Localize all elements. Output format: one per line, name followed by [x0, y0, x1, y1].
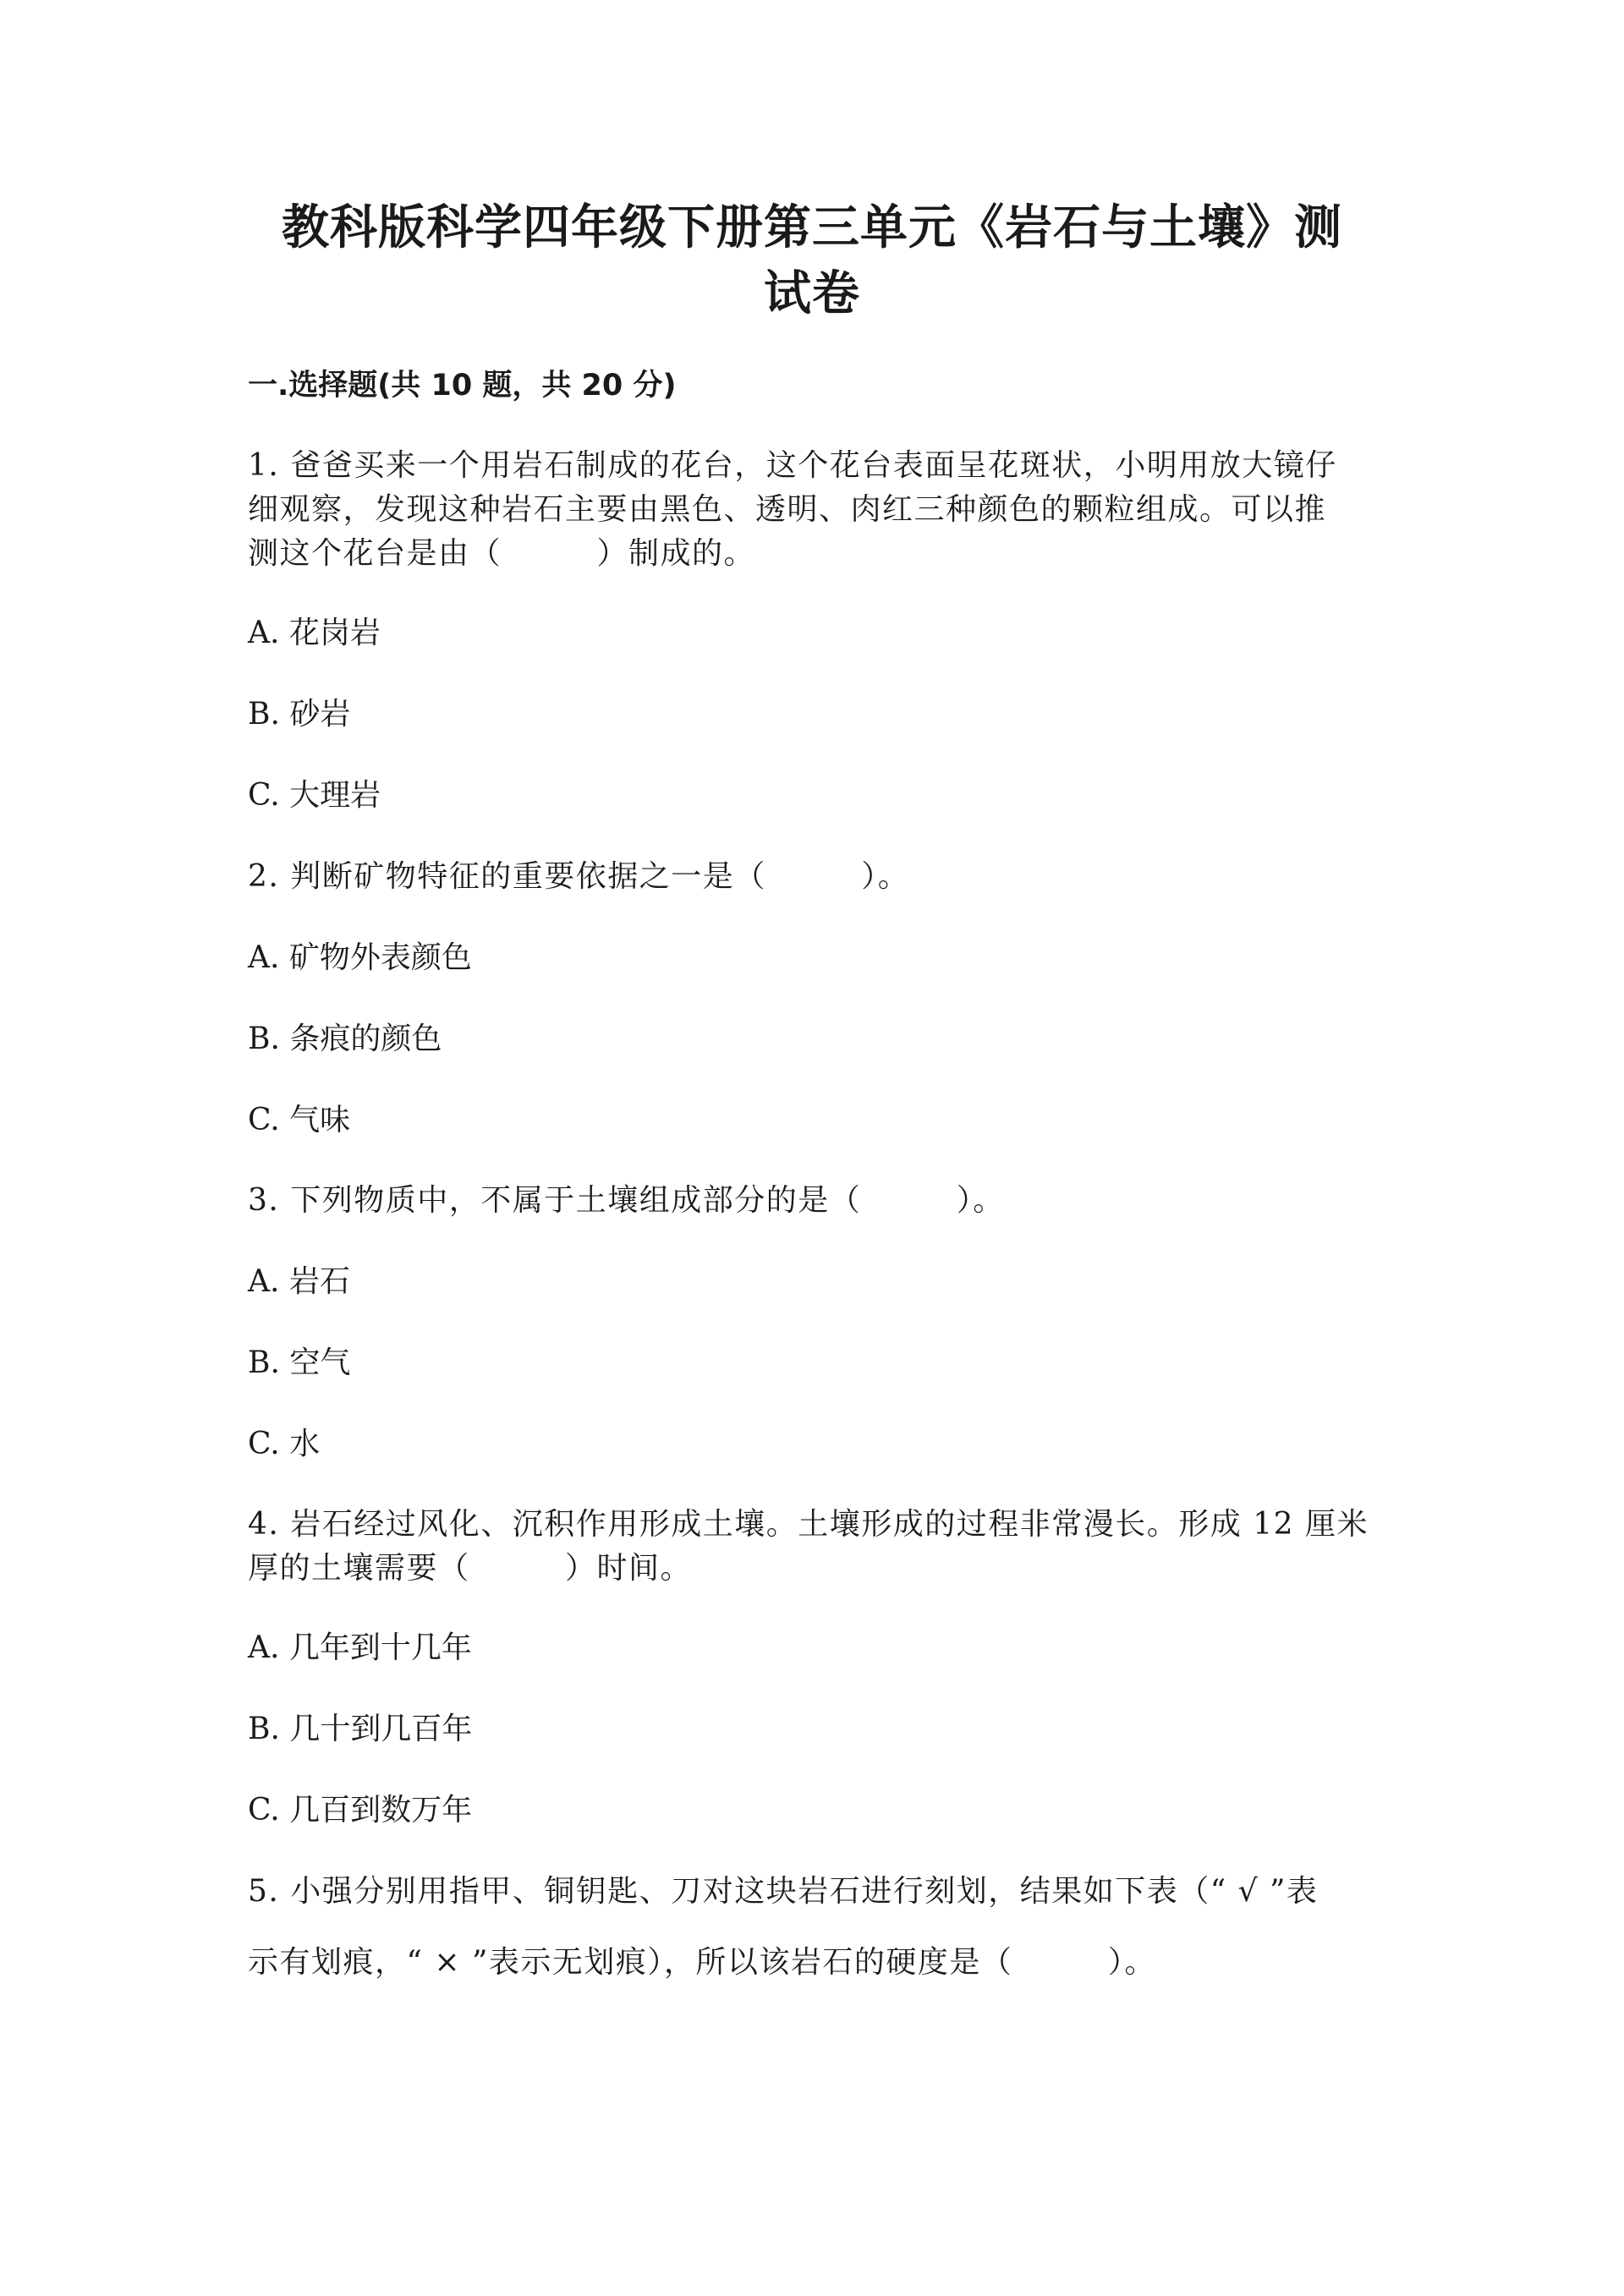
question-4-option-b: B. 几十到几百年 [248, 1712, 473, 1746]
question-4-stem-line-1: 4. 岩石经过风化、沉积作用形成土壤。土壤形成的过程非常漫长。形成 12 厘米 [248, 1507, 1369, 1542]
question-5-stem-line-2: 示有划痕，“ × ”表示无划痕），所以该岩石的硬度是（ ）。 [248, 1945, 1156, 1980]
question-3-option-c: C. 水 [248, 1427, 321, 1461]
question-1-stem-line-1: 1. 爸爸买来一个用岩石制成的花台，这个花台表面呈花斑状，小明用放大镜仔 [248, 448, 1337, 483]
question-4-option-a: A. 几年到十几年 [248, 1630, 472, 1665]
question-1-option-b: B. 砂岩 [248, 697, 351, 732]
question-1-stem-line-3: 测这个花台是由（ ）制成的。 [248, 536, 756, 571]
question-1-option-c: C. 大理岩 [248, 778, 381, 813]
question-5-stem-line-1: 5. 小强分别用指甲、铜钥匙、刀对这块岩石进行刻划，结果如下表（“ √ ”表 [248, 1874, 1319, 1909]
question-3-option-b: B. 空气 [248, 1345, 351, 1380]
question-2-option-c: C. 气味 [248, 1103, 351, 1137]
question-1-stem-line-2: 细观察，发现这种岩石主要由黑色、透明、肉红三种颜色的颗粒组成。可以推 [248, 492, 1327, 527]
question-4-option-c: C. 几百到数万年 [248, 1793, 473, 1827]
question-1-option-a: A. 花岗岩 [248, 616, 381, 650]
question-2-stem-line-1: 2. 判断矿物特征的重要依据之一是（ ）。 [248, 859, 910, 894]
page-title-line-2: 试卷 [764, 266, 860, 321]
page-title-line-1: 教科版科学四年级下册第三单元《岩石与土壤》测 [282, 200, 1342, 255]
question-4-stem-line-2: 厚的土壤需要（ ）时间。 [248, 1551, 693, 1586]
question-2-option-a: A. 矿物外表颜色 [248, 940, 472, 975]
question-2-option-b: B. 条痕的颜色 [248, 1022, 442, 1056]
question-3-option-a: A. 岩石 [248, 1264, 350, 1299]
section-heading: 一.选择题(共 10 题，共 20 分) [248, 369, 677, 403]
question-3-stem-line-1: 3. 下列物质中，不属于土壤组成部分的是（ ）。 [248, 1183, 1005, 1218]
